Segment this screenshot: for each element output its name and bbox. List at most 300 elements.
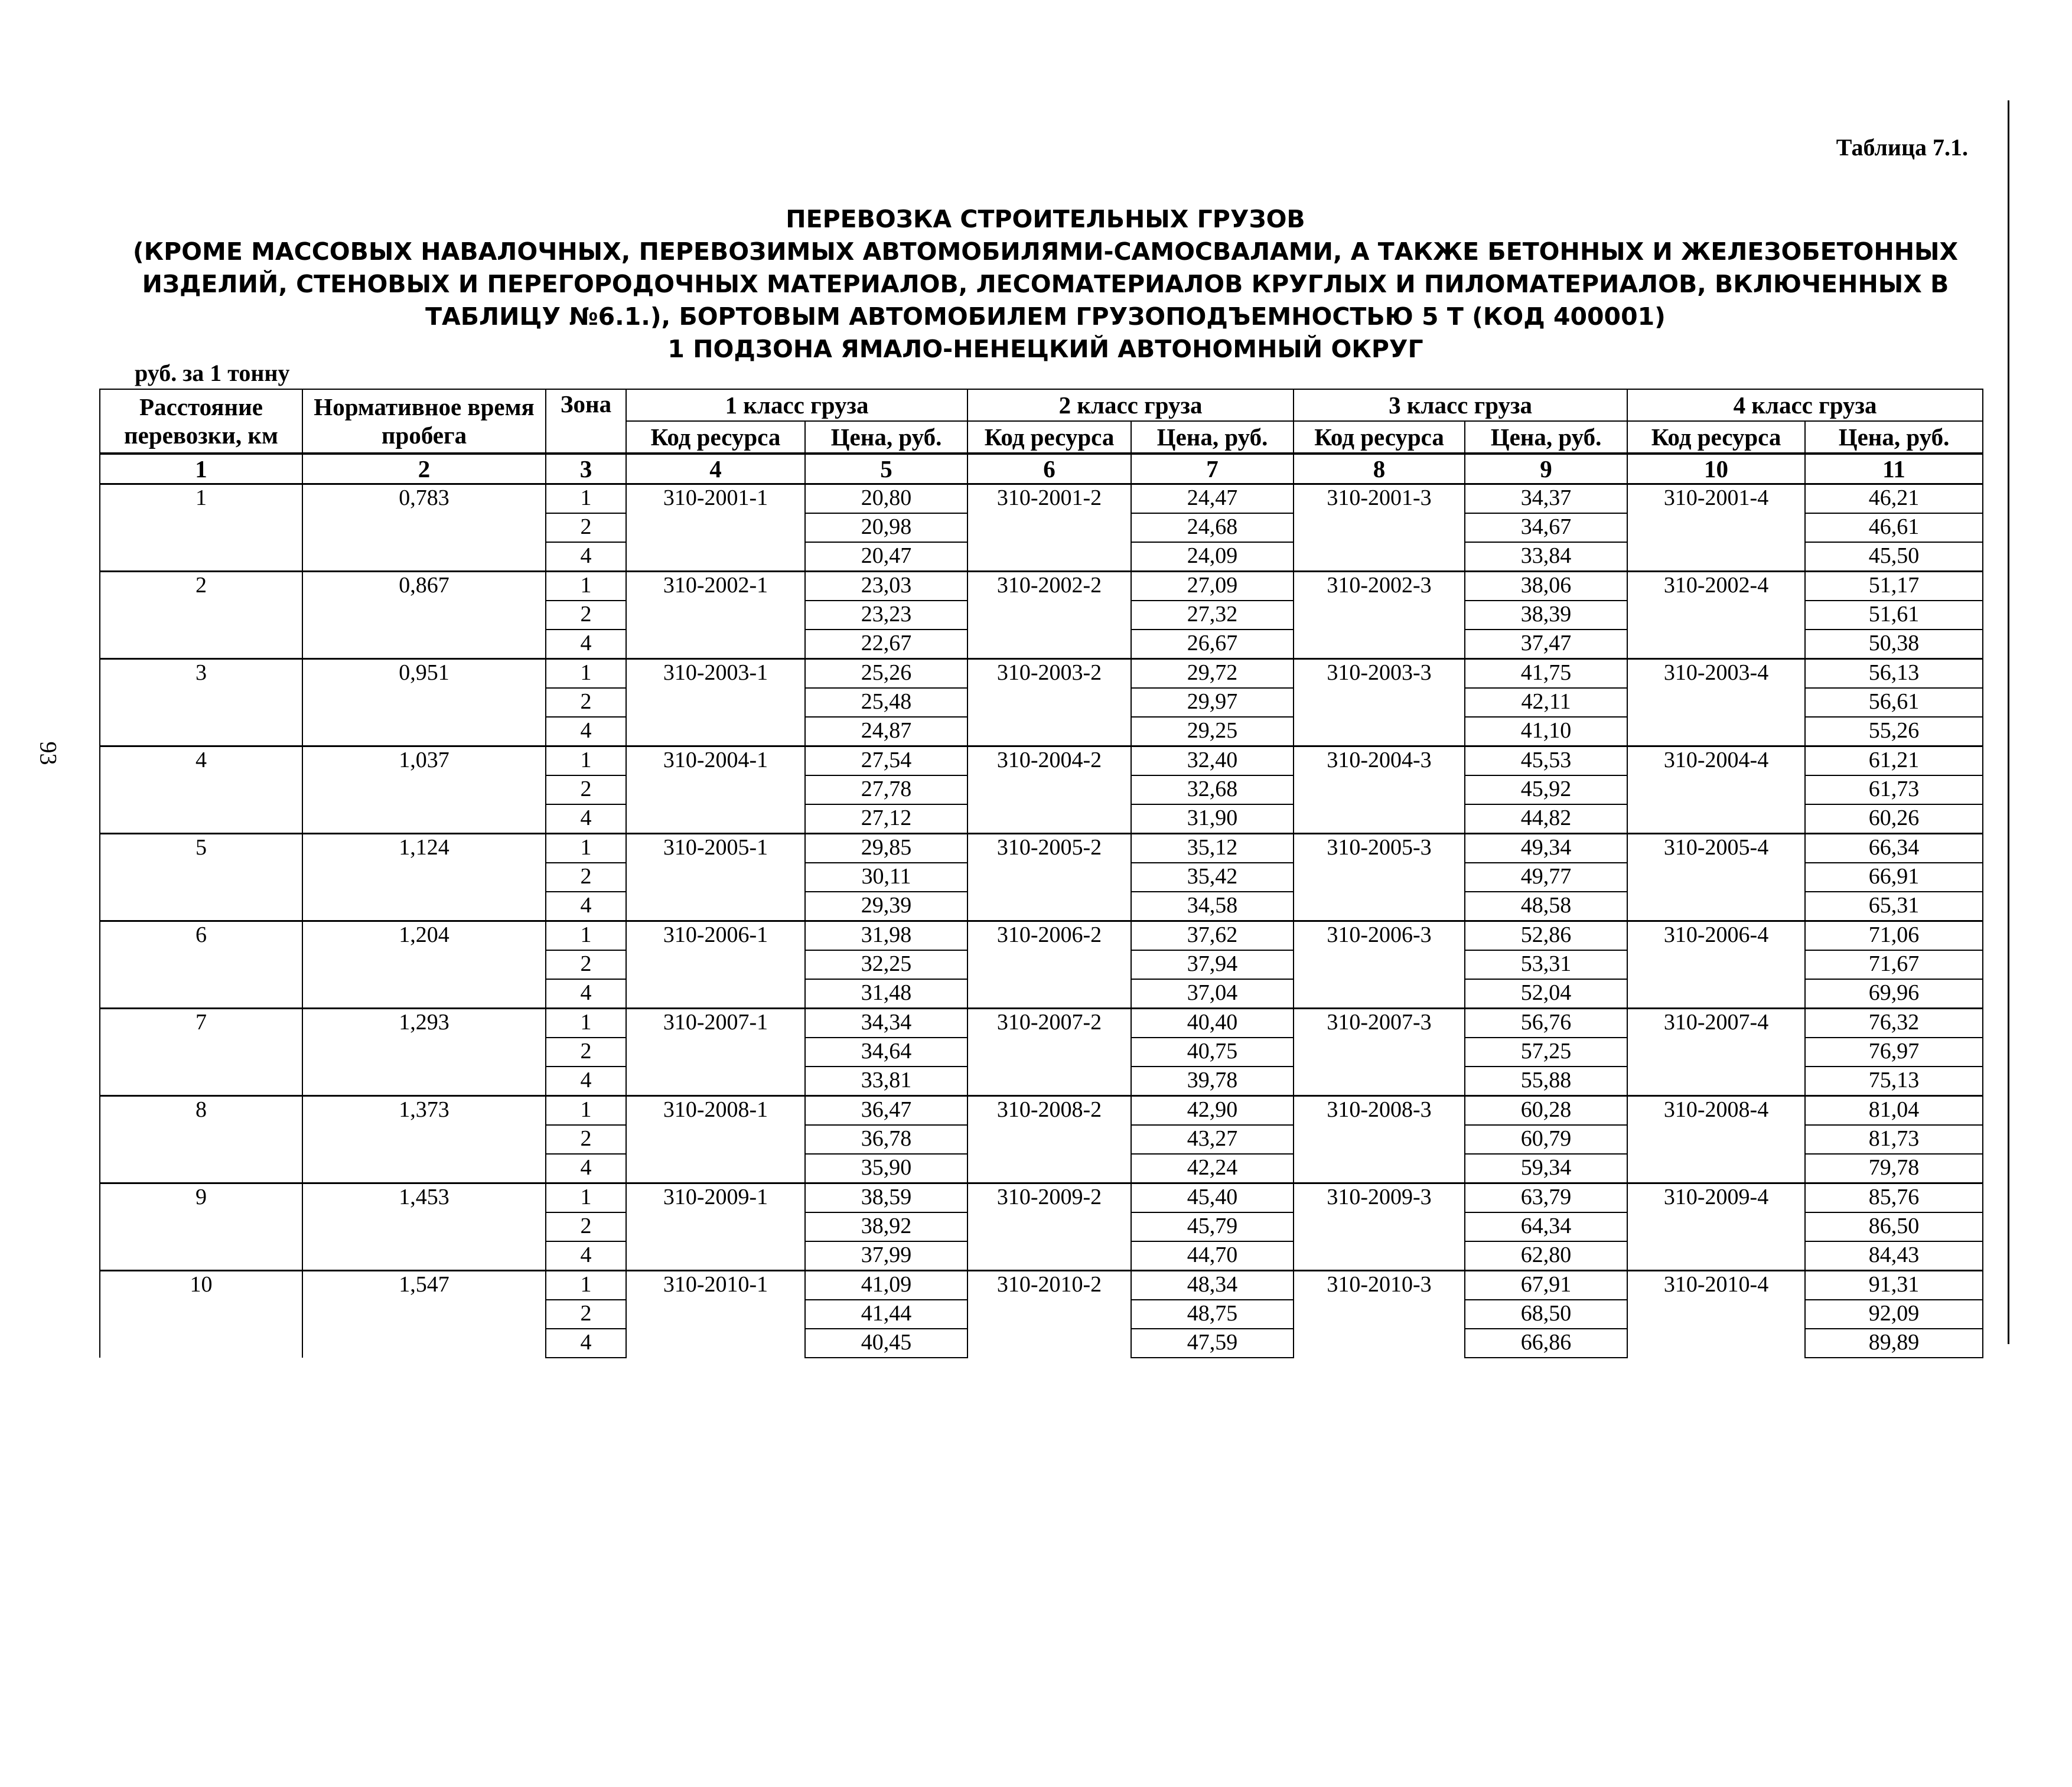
resource-code-cell bbox=[1294, 1329, 1465, 1358]
resource-code-cell bbox=[1294, 950, 1465, 979]
resource-code-cell: 310-2010-4 bbox=[1627, 1271, 1805, 1300]
header-price: Цена, руб. bbox=[1131, 421, 1294, 454]
price-cell: 44,82 bbox=[1465, 804, 1627, 834]
price-cell: 29,72 bbox=[1131, 659, 1294, 689]
price-cell: 60,26 bbox=[1805, 804, 1983, 834]
price-cell: 41,10 bbox=[1465, 717, 1627, 746]
zone-cell: 1 bbox=[546, 1096, 626, 1126]
header-class-3: 3 класс груза bbox=[1294, 389, 1627, 421]
price-cell: 38,06 bbox=[1465, 572, 1627, 601]
time-cell bbox=[302, 1125, 546, 1154]
resource-code-cell bbox=[1627, 1300, 1805, 1329]
price-cell: 25,48 bbox=[805, 688, 967, 717]
time-cell: 1,204 bbox=[302, 921, 546, 951]
resource-code-cell bbox=[626, 1067, 805, 1096]
resource-code-cell bbox=[626, 804, 805, 834]
zone-cell: 4 bbox=[546, 1067, 626, 1096]
price-cell: 53,31 bbox=[1465, 950, 1627, 979]
resource-code-cell bbox=[967, 892, 1131, 921]
resource-code-cell: 310-2010-1 bbox=[626, 1271, 805, 1300]
price-cell: 29,25 bbox=[1131, 717, 1294, 746]
resource-code-cell bbox=[967, 1212, 1131, 1241]
price-cell: 56,76 bbox=[1465, 1009, 1627, 1038]
price-cell: 51,17 bbox=[1805, 572, 1983, 601]
table-row bbox=[100, 1096, 1983, 1126]
price-cell: 37,99 bbox=[805, 1241, 967, 1271]
price-cell: 29,85 bbox=[805, 834, 967, 863]
table-body bbox=[100, 484, 1983, 1358]
resource-code-cell bbox=[1627, 1067, 1805, 1096]
header-code: Код ресурса bbox=[626, 421, 805, 454]
distance-cell bbox=[100, 1038, 302, 1067]
time-cell: 1,124 bbox=[302, 834, 546, 863]
distance-cell bbox=[100, 892, 302, 921]
table-row bbox=[100, 834, 1983, 863]
distance-cell bbox=[100, 1300, 302, 1329]
distance-cell bbox=[100, 1067, 302, 1096]
resource-code-cell bbox=[1294, 1067, 1465, 1096]
distance-cell bbox=[100, 513, 302, 542]
zone-cell: 2 bbox=[546, 688, 626, 717]
price-cell: 55,26 bbox=[1805, 717, 1983, 746]
distance-cell: 1 bbox=[100, 484, 302, 514]
zone-cell: 1 bbox=[546, 1271, 626, 1300]
resource-code-cell bbox=[626, 950, 805, 979]
price-cell: 64,34 bbox=[1465, 1212, 1627, 1241]
price-cell: 24,87 bbox=[805, 717, 967, 746]
table-row bbox=[100, 1212, 1983, 1241]
price-cell: 66,91 bbox=[1805, 863, 1983, 892]
distance-cell: 4 bbox=[100, 746, 302, 776]
price-cell: 61,73 bbox=[1805, 775, 1983, 804]
price-cell: 37,62 bbox=[1131, 921, 1294, 951]
header-price: Цена, руб. bbox=[1465, 421, 1627, 454]
price-cell: 32,40 bbox=[1131, 746, 1294, 776]
zone-cell: 2 bbox=[546, 1300, 626, 1329]
price-cell: 36,78 bbox=[805, 1125, 967, 1154]
price-cell: 57,25 bbox=[1465, 1038, 1627, 1067]
price-cell: 51,61 bbox=[1805, 601, 1983, 630]
table-row bbox=[100, 572, 1983, 601]
table-row bbox=[100, 542, 1983, 572]
resource-code-cell bbox=[626, 630, 805, 659]
time-cell: 1,373 bbox=[302, 1096, 546, 1126]
price-cell: 20,80 bbox=[805, 484, 967, 514]
header-code: Код ресурса bbox=[1627, 421, 1805, 454]
resource-code-cell: 310-2009-2 bbox=[967, 1183, 1131, 1213]
column-number: 11 bbox=[1805, 454, 1983, 484]
price-cell: 45,53 bbox=[1465, 746, 1627, 776]
resource-code-cell bbox=[626, 688, 805, 717]
resource-code-cell bbox=[967, 630, 1131, 659]
title-line: ТАБЛИЦУ №6.1.), БОРТОВЫМ АВТОМОБИЛЕМ ГРУЗОПОДЪЕМНОСТЬЮ 5 Т (КОД 400001) bbox=[425, 302, 1666, 331]
resource-code-cell bbox=[967, 1241, 1131, 1271]
title-line: ПЕРЕВОЗКА СТРОИТЕЛЬНЫХ ГРУЗОВ bbox=[786, 205, 1305, 233]
time-cell: 1,547 bbox=[302, 1271, 546, 1300]
price-cell: 37,04 bbox=[1131, 979, 1294, 1009]
zone-cell: 4 bbox=[546, 804, 626, 834]
resource-code-cell: 310-2007-3 bbox=[1294, 1009, 1465, 1038]
table-row bbox=[100, 979, 1983, 1009]
resource-code-cell bbox=[1627, 1212, 1805, 1241]
resource-code-cell: 310-2003-4 bbox=[1627, 659, 1805, 689]
resource-code-cell: 310-2004-3 bbox=[1294, 746, 1465, 776]
resource-code-cell bbox=[1294, 688, 1465, 717]
price-cell: 79,78 bbox=[1805, 1154, 1983, 1183]
resource-code-cell: 310-2005-3 bbox=[1294, 834, 1465, 863]
resource-code-cell bbox=[626, 1241, 805, 1271]
distance-cell bbox=[100, 542, 302, 572]
zone-cell: 2 bbox=[546, 513, 626, 542]
resource-code-cell: 310-2002-3 bbox=[1294, 572, 1465, 601]
price-cell: 44,70 bbox=[1131, 1241, 1294, 1271]
resource-code-cell: 310-2002-1 bbox=[626, 572, 805, 601]
page-number: 93 bbox=[35, 741, 62, 765]
price-cell: 40,40 bbox=[1131, 1009, 1294, 1038]
table-row bbox=[100, 484, 1983, 514]
price-cell: 25,26 bbox=[805, 659, 967, 689]
resource-code-cell bbox=[1627, 1038, 1805, 1067]
zone-cell: 4 bbox=[546, 542, 626, 572]
resource-code-cell: 310-2007-4 bbox=[1627, 1009, 1805, 1038]
resource-code-cell: 310-2001-1 bbox=[626, 484, 805, 514]
resource-code-cell bbox=[1294, 1300, 1465, 1329]
header-price: Цена, руб. bbox=[805, 421, 967, 454]
zone-cell: 4 bbox=[546, 630, 626, 659]
price-cell: 35,12 bbox=[1131, 834, 1294, 863]
price-cell: 30,11 bbox=[805, 863, 967, 892]
resource-code-cell bbox=[1294, 804, 1465, 834]
distance-cell: 8 bbox=[100, 1096, 302, 1126]
zone-cell: 1 bbox=[546, 746, 626, 776]
resource-code-cell: 310-2007-1 bbox=[626, 1009, 805, 1038]
table-row bbox=[100, 1038, 1983, 1067]
resource-code-cell: 310-2010-3 bbox=[1294, 1271, 1465, 1300]
zone-cell: 1 bbox=[546, 834, 626, 863]
resource-code-cell bbox=[967, 717, 1131, 746]
price-cell: 76,32 bbox=[1805, 1009, 1983, 1038]
resource-code-cell bbox=[1294, 892, 1465, 921]
resource-code-cell bbox=[1294, 1212, 1465, 1241]
resource-code-cell bbox=[1627, 688, 1805, 717]
resource-code-cell bbox=[1294, 1038, 1465, 1067]
resource-code-cell bbox=[1294, 863, 1465, 892]
zone-cell: 1 bbox=[546, 1009, 626, 1038]
distance-cell: 2 bbox=[100, 572, 302, 601]
unit-label: руб. за 1 тонну bbox=[135, 360, 290, 386]
column-number: 6 bbox=[967, 454, 1131, 484]
price-cell: 36,47 bbox=[805, 1096, 967, 1126]
price-cell: 27,32 bbox=[1131, 601, 1294, 630]
table-row bbox=[100, 921, 1983, 951]
resource-code-cell bbox=[626, 1300, 805, 1329]
zone-cell: 2 bbox=[546, 950, 626, 979]
zone-cell: 4 bbox=[546, 717, 626, 746]
price-cell: 24,09 bbox=[1131, 542, 1294, 572]
resource-code-cell: 310-2001-3 bbox=[1294, 484, 1465, 514]
time-cell: 1,037 bbox=[302, 746, 546, 776]
zone-cell: 1 bbox=[546, 484, 626, 514]
price-cell: 68,50 bbox=[1465, 1300, 1627, 1329]
distance-cell: 5 bbox=[100, 834, 302, 863]
header-code: Код ресурса bbox=[1294, 421, 1465, 454]
price-cell: 69,96 bbox=[1805, 979, 1983, 1009]
price-cell: 38,92 bbox=[805, 1212, 967, 1241]
header-price: Цена, руб. bbox=[1805, 421, 1983, 454]
table-row bbox=[100, 1125, 1983, 1154]
header-class-1: 1 класс груза bbox=[626, 389, 967, 421]
price-cell: 34,67 bbox=[1465, 513, 1627, 542]
resource-code-cell bbox=[1627, 1125, 1805, 1154]
price-cell: 33,84 bbox=[1465, 542, 1627, 572]
resource-code-cell: 310-2009-3 bbox=[1294, 1183, 1465, 1213]
price-cell: 45,79 bbox=[1131, 1212, 1294, 1241]
resource-code-cell bbox=[1627, 630, 1805, 659]
zone-cell: 4 bbox=[546, 1241, 626, 1271]
price-cell: 60,28 bbox=[1465, 1096, 1627, 1126]
resource-code-cell bbox=[967, 513, 1131, 542]
resource-code-cell bbox=[1627, 1329, 1805, 1358]
price-cell: 71,67 bbox=[1805, 950, 1983, 979]
price-cell: 92,09 bbox=[1805, 1300, 1983, 1329]
price-cell: 20,98 bbox=[805, 513, 967, 542]
zone-cell: 4 bbox=[546, 1154, 626, 1183]
price-cell: 46,21 bbox=[1805, 484, 1983, 514]
time-cell bbox=[302, 1067, 546, 1096]
price-cell: 34,64 bbox=[805, 1038, 967, 1067]
resource-code-cell: 310-2006-1 bbox=[626, 921, 805, 951]
resource-code-cell bbox=[626, 1038, 805, 1067]
resource-code-cell bbox=[1627, 863, 1805, 892]
resource-code-cell: 310-2002-4 bbox=[1627, 572, 1805, 601]
resource-code-cell: 310-2004-4 bbox=[1627, 746, 1805, 776]
price-cell: 22,67 bbox=[805, 630, 967, 659]
price-cell: 40,75 bbox=[1131, 1038, 1294, 1067]
price-cell: 27,12 bbox=[805, 804, 967, 834]
price-cell: 89,89 bbox=[1805, 1329, 1983, 1358]
time-cell bbox=[302, 542, 546, 572]
resource-code-cell bbox=[1627, 979, 1805, 1009]
time-cell: 1,453 bbox=[302, 1183, 546, 1213]
price-cell: 52,86 bbox=[1465, 921, 1627, 951]
resource-code-cell bbox=[1294, 630, 1465, 659]
price-cell: 63,79 bbox=[1465, 1183, 1627, 1213]
resource-code-cell bbox=[626, 979, 805, 1009]
distance-cell bbox=[100, 601, 302, 630]
price-cell: 27,54 bbox=[805, 746, 967, 776]
time-cell bbox=[302, 1154, 546, 1183]
resource-code-cell: 310-2009-4 bbox=[1627, 1183, 1805, 1213]
zone-cell: 2 bbox=[546, 1038, 626, 1067]
resource-code-cell: 310-2005-1 bbox=[626, 834, 805, 863]
distance-cell bbox=[100, 1329, 302, 1358]
table-row bbox=[100, 892, 1983, 921]
time-cell: 0,783 bbox=[302, 484, 546, 514]
table-row bbox=[100, 630, 1983, 659]
distance-cell bbox=[100, 717, 302, 746]
column-number: 5 bbox=[805, 454, 967, 484]
distance-cell bbox=[100, 863, 302, 892]
price-cell: 38,39 bbox=[1465, 601, 1627, 630]
resource-code-cell bbox=[1294, 717, 1465, 746]
resource-code-cell bbox=[967, 542, 1131, 572]
resource-code-cell bbox=[626, 892, 805, 921]
table-row bbox=[100, 775, 1983, 804]
time-cell bbox=[302, 513, 546, 542]
distance-cell: 3 bbox=[100, 659, 302, 689]
title-line: ИЗДЕЛИЙ, СТЕНОВЫХ И ПЕРЕГОРОДОЧНЫХ МАТЕРИАЛОВ, ЛЕСОМАТЕРИАЛОВ КРУГЛЫХ И ПИЛОМАТЕРИАЛОВ, ВКЛЮЧЕННЫХ В bbox=[142, 270, 1949, 298]
price-cell: 34,37 bbox=[1465, 484, 1627, 514]
distance-cell: 10 bbox=[100, 1271, 302, 1300]
time-cell bbox=[302, 1300, 546, 1329]
price-cell: 62,80 bbox=[1465, 1241, 1627, 1271]
resource-code-cell bbox=[1627, 513, 1805, 542]
time-cell bbox=[302, 1038, 546, 1067]
resource-code-cell bbox=[1294, 513, 1465, 542]
price-cell: 46,61 bbox=[1805, 513, 1983, 542]
table-row bbox=[100, 1241, 1983, 1271]
table-row bbox=[100, 1300, 1983, 1329]
resource-code-cell: 310-2008-2 bbox=[967, 1096, 1131, 1126]
price-cell: 66,34 bbox=[1805, 834, 1983, 863]
price-cell: 45,92 bbox=[1465, 775, 1627, 804]
time-cell: 0,951 bbox=[302, 659, 546, 689]
price-cell: 49,34 bbox=[1465, 834, 1627, 863]
resource-code-cell bbox=[967, 1154, 1131, 1183]
distance-cell bbox=[100, 1154, 302, 1183]
resource-code-cell bbox=[626, 1125, 805, 1154]
resource-code-cell bbox=[967, 1125, 1131, 1154]
price-cell: 23,23 bbox=[805, 601, 967, 630]
column-number-row bbox=[100, 454, 1983, 484]
column-number: 1 bbox=[100, 454, 302, 484]
time-cell bbox=[302, 630, 546, 659]
time-cell bbox=[302, 979, 546, 1009]
time-cell bbox=[302, 1212, 546, 1241]
table-row bbox=[100, 717, 1983, 746]
time-cell bbox=[302, 950, 546, 979]
time-cell bbox=[302, 804, 546, 834]
distance-cell: 9 bbox=[100, 1183, 302, 1213]
resource-code-cell bbox=[626, 1212, 805, 1241]
zone-cell: 4 bbox=[546, 892, 626, 921]
resource-code-cell: 310-2008-4 bbox=[1627, 1096, 1805, 1126]
distance-cell bbox=[100, 950, 302, 979]
resource-code-cell: 310-2005-4 bbox=[1627, 834, 1805, 863]
table-row bbox=[100, 1183, 1983, 1213]
resource-code-cell bbox=[967, 775, 1131, 804]
table-row bbox=[100, 804, 1983, 834]
price-cell: 41,75 bbox=[1465, 659, 1627, 689]
resource-code-cell: 310-2003-2 bbox=[967, 659, 1131, 689]
distance-cell: 7 bbox=[100, 1009, 302, 1038]
price-cell: 24,68 bbox=[1131, 513, 1294, 542]
zone-cell: 1 bbox=[546, 1183, 626, 1213]
zone-cell: 4 bbox=[546, 979, 626, 1009]
zone-cell: 2 bbox=[546, 601, 626, 630]
price-cell: 42,90 bbox=[1131, 1096, 1294, 1126]
price-cell: 48,75 bbox=[1131, 1300, 1294, 1329]
distance-cell: 6 bbox=[100, 921, 302, 951]
zone-cell: 1 bbox=[546, 659, 626, 689]
price-cell: 49,77 bbox=[1465, 863, 1627, 892]
column-number: 8 bbox=[1294, 454, 1465, 484]
price-cell: 67,91 bbox=[1465, 1271, 1627, 1300]
resource-code-cell bbox=[967, 804, 1131, 834]
column-number: 10 bbox=[1627, 454, 1805, 484]
time-cell bbox=[302, 1329, 546, 1358]
price-cell: 56,61 bbox=[1805, 688, 1983, 717]
resource-code-cell: 310-2008-1 bbox=[626, 1096, 805, 1126]
header-distance: Расстояние перевозки, км bbox=[100, 389, 302, 454]
resource-code-cell bbox=[967, 1038, 1131, 1067]
time-cell bbox=[302, 863, 546, 892]
price-cell: 48,58 bbox=[1465, 892, 1627, 921]
resource-code-cell bbox=[1627, 775, 1805, 804]
resource-code-cell bbox=[626, 1329, 805, 1358]
table-row bbox=[100, 1067, 1983, 1096]
resource-code-cell bbox=[1294, 601, 1465, 630]
distance-cell bbox=[100, 804, 302, 834]
resource-code-cell bbox=[1627, 717, 1805, 746]
price-cell: 26,67 bbox=[1131, 630, 1294, 659]
distance-cell bbox=[100, 1125, 302, 1154]
column-number: 9 bbox=[1465, 454, 1627, 484]
table-row bbox=[100, 863, 1983, 892]
resource-code-cell bbox=[1627, 950, 1805, 979]
price-cell: 29,39 bbox=[805, 892, 967, 921]
price-cell: 20,47 bbox=[805, 542, 967, 572]
price-cell: 37,47 bbox=[1465, 630, 1627, 659]
header-code: Код ресурса bbox=[967, 421, 1131, 454]
price-cell: 35,90 bbox=[805, 1154, 967, 1183]
table-row bbox=[100, 1271, 1983, 1300]
resource-code-cell bbox=[1627, 1154, 1805, 1183]
price-cell: 38,59 bbox=[805, 1183, 967, 1213]
resource-code-cell: 310-2008-3 bbox=[1294, 1096, 1465, 1126]
table-row bbox=[100, 950, 1983, 979]
price-cell: 23,03 bbox=[805, 572, 967, 601]
time-cell bbox=[302, 775, 546, 804]
time-cell bbox=[302, 717, 546, 746]
resource-code-cell bbox=[967, 863, 1131, 892]
price-cell: 91,31 bbox=[1805, 1271, 1983, 1300]
zone-cell: 2 bbox=[546, 1212, 626, 1241]
header-class-4: 4 класс груза bbox=[1627, 389, 1983, 421]
distance-cell bbox=[100, 1212, 302, 1241]
price-cell: 40,45 bbox=[805, 1329, 967, 1358]
price-cell: 86,50 bbox=[1805, 1212, 1983, 1241]
table-row bbox=[100, 601, 1983, 630]
price-cell: 34,58 bbox=[1131, 892, 1294, 921]
price-cell: 42,24 bbox=[1131, 1154, 1294, 1183]
resource-code-cell bbox=[1294, 1154, 1465, 1183]
time-cell: 0,867 bbox=[302, 572, 546, 601]
zone-cell: 2 bbox=[546, 775, 626, 804]
resource-code-cell: 310-2004-2 bbox=[967, 746, 1131, 776]
table-row bbox=[100, 513, 1983, 542]
zone-cell: 1 bbox=[546, 921, 626, 951]
table-row bbox=[100, 1154, 1983, 1183]
resource-code-cell: 310-2007-2 bbox=[967, 1009, 1131, 1038]
zone-cell: 2 bbox=[546, 863, 626, 892]
time-cell bbox=[302, 1241, 546, 1271]
resource-code-cell bbox=[967, 950, 1131, 979]
price-cell: 43,27 bbox=[1131, 1125, 1294, 1154]
price-cell: 60,79 bbox=[1465, 1125, 1627, 1154]
table-row bbox=[100, 659, 1983, 689]
resource-code-cell: 310-2001-4 bbox=[1627, 484, 1805, 514]
